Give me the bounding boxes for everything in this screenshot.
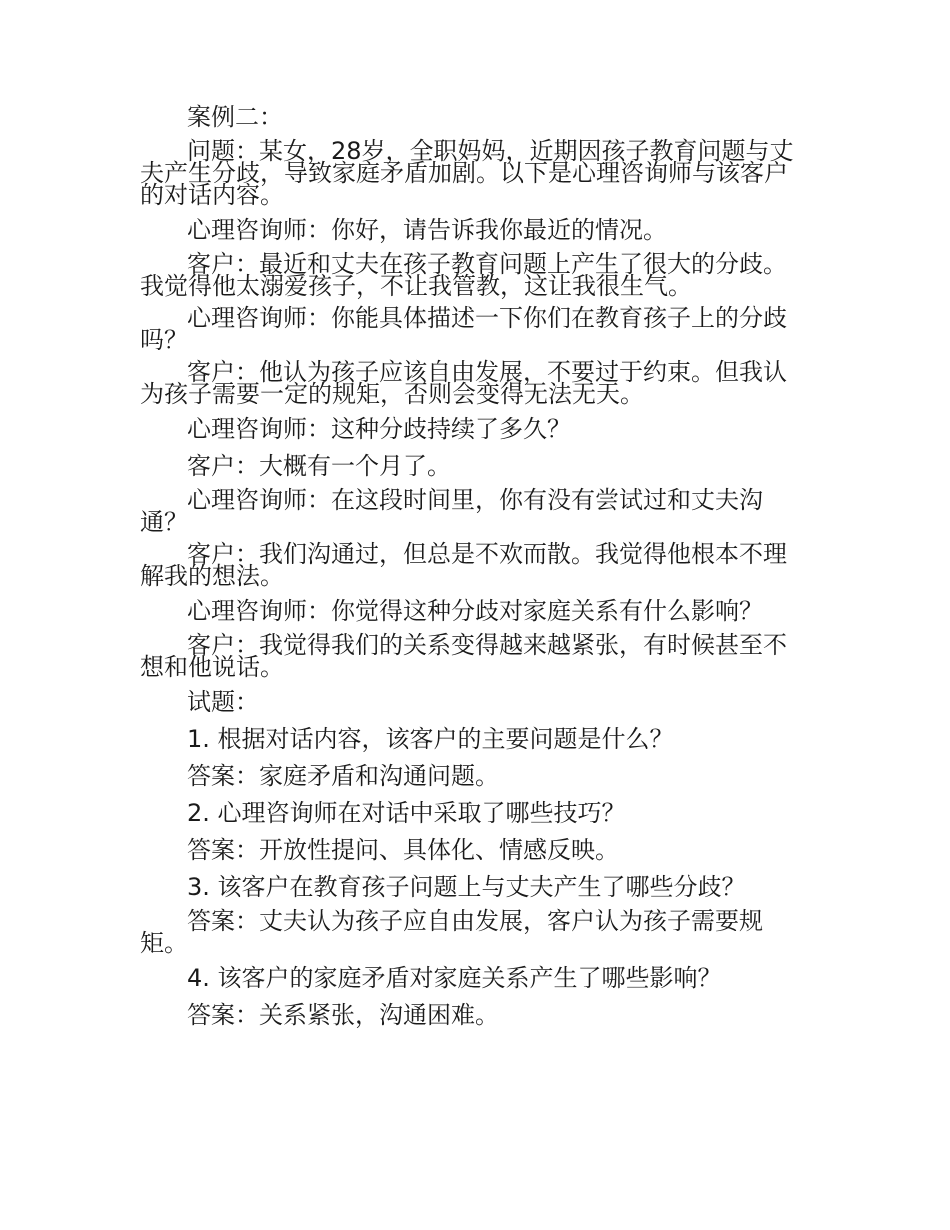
answer-1: 答案：家庭矛盾和沟通问题。 [187,762,499,790]
answer-2: 答案：开放性提问、具体化、情感反映。 [187,836,619,864]
questions-heading: 试题： [187,688,259,716]
question-3: 3. 该客户在教育孩子问题上与丈夫产生了哪些分歧？ [187,873,746,901]
counselor-line-4: 心理咨询师：在这段时间里，你有没有尝试过和丈夫沟通？ [140,486,763,536]
counselor-line-2: 心理咨询师：你能具体描述一下你们在教育孩子上的分歧吗？ [140,304,787,354]
counselor-line-3: 心理咨询师：这种分歧持续了多久？ [187,415,571,443]
client-line-3: 客户：大概有一个月了。 [187,452,451,480]
case-heading: 案例二： [187,103,283,131]
client-line-1: 客户：最近和丈夫在孩子教育问题上产生了很大的分歧。我觉得他太溺爱孩子，不让我管教，这让我很生气。 [140,250,787,300]
question-1: 1. 根据对话内容，该客户的主要问题是什么？ [187,725,674,753]
problem-description: 问题：某女，28岁，全职妈妈，近期因孩子教育问题与丈夫产生分歧，导致家庭矛盾加剧。以下是心理咨询师与该客户的对话内容。 [140,137,794,209]
answer-3: 答案：丈夫认为孩子应自由发展，客户认为孩子需要规矩。 [140,907,763,957]
document-body [140,103,810,1038]
client-line-4: 客户：我们沟通过，但总是不欢而散。我觉得他根本不理解我的想法。 [140,540,787,590]
question-4: 4. 该客户的家庭矛盾对家庭关系产生了哪些影响？ [187,964,722,992]
client-line-2: 客户：他认为孩子应该自由发展，不要过于约束。但我认为孩子需要一定的规矩，否则会变得无法无天。 [140,358,787,408]
client-line-5: 客户：我觉得我们的关系变得越来越紧张，有时候甚至不想和他说话。 [140,631,787,681]
counselor-line-5: 心理咨询师：你觉得这种分歧对家庭关系有什么影响？ [187,597,763,625]
question-2: 2. 心理咨询师在对话中采取了哪些技巧？ [187,799,626,827]
counselor-line-1: 心理咨询师：你好，请告诉我你最近的情况。 [187,216,667,244]
answer-4: 答案：关系紧张，沟通困难。 [187,1001,499,1029]
